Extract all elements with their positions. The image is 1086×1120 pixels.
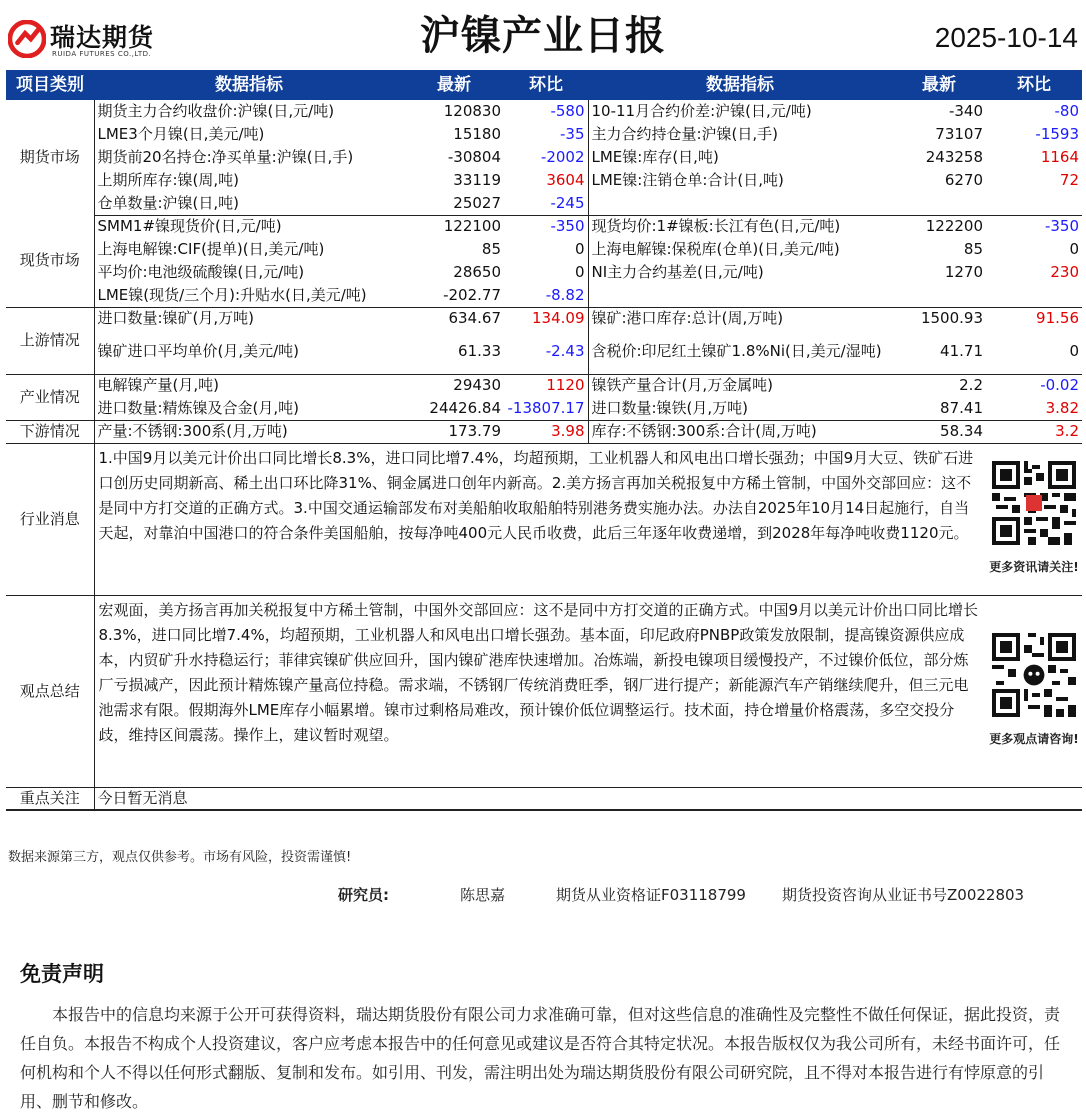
section-downstream: 下游情况 — [6, 420, 94, 443]
indicator-name: 镍铁产量合计(月,万金属吨) — [591, 376, 773, 395]
indicator-name: 镍矿进口平均单价(月,美元/吨) — [94, 330, 404, 374]
table-row — [6, 261, 1082, 284]
indicator-name: 进口数量:精炼镍及合金(月,吨) — [94, 397, 404, 420]
latest-value: 120830 — [443, 102, 501, 120]
indicator-name: 上海电解镍:保税库(仓单)(日,美元/吨) — [591, 240, 840, 258]
indicator-name: 上期所库存:镍(周,吨) — [97, 171, 240, 189]
change-value: -2.43 — [504, 330, 588, 374]
researcher-name: 陈思嘉 — [460, 886, 506, 904]
section-upstream: 上游情况 — [6, 307, 94, 374]
latest-value: 1270 — [944, 263, 983, 281]
indicator-name: 产量:不锈钢:300系(月,万吨) — [94, 420, 404, 443]
table-row — [6, 100, 1082, 123]
latest-value: 122100 — [443, 217, 501, 236]
indicator-name: 期货主力合约收盘价:沪镍(日,元/吨) — [97, 102, 335, 120]
header-change-right: 环比 — [986, 70, 1082, 100]
change-value: -245 — [504, 192, 588, 215]
latest-value: 58.34 — [892, 420, 986, 443]
table-row — [6, 123, 1082, 146]
change-value: 230 — [1050, 263, 1079, 281]
table-row — [6, 215, 1082, 238]
latest-value: 122200 — [925, 217, 983, 236]
latest-value: 6270 — [944, 171, 983, 189]
qr-code-icon — [992, 461, 1076, 545]
focus-text: 今日暂无消息 — [94, 787, 1082, 810]
indicator-name: LME3个月镍(日,美元/吨) — [97, 125, 265, 143]
data-source-note: 数据来源第三方，观点仅供参考。市场有风险，投资需谨慎! — [8, 850, 352, 865]
indicator-name: LME镍(现货/三个月):升贴水(日,美元/吨) — [94, 284, 404, 307]
latest-value: 33119 — [453, 171, 501, 189]
view-qr — [986, 595, 1082, 787]
indicator-name: 镍矿:港口库存:总计(周,万吨) — [591, 309, 784, 328]
latest-value: 24426.84 — [404, 397, 504, 420]
news-row — [6, 443, 1082, 595]
latest-value: -202.77 — [404, 284, 504, 307]
header-indicator-left: 数据指标 — [94, 70, 404, 100]
researcher-license: 期货从业资格证F03118799 — [556, 886, 746, 904]
indicator-name: LME镍:库存(日,吨) — [591, 148, 719, 166]
indicator-name: 期货前20名持仓:净买单量:沪镍(日,手) — [97, 148, 354, 166]
news-qr — [986, 443, 1082, 595]
section-spot: 现货市场 — [6, 215, 94, 307]
news-text: 1.中国9月以美元计价出口同比增长8.3%，进口同比增7.4%，均超预期，工业机器人和风电出口增长强劲；中国9月大豆、铁矿石进口创历史同期新高、稀土出口环比降31%、铜金属进口创年内新高。2.美方扬言再加关税报复中方稀土管制，中国外交部回应：这不是同中方打交道的正确方式。3.中国交通运输部发布对美船舶收取船舶特别港务费实施办法。办法自2025年10月14日起施行，自当天起，对靠泊中国港口的符合条件美国船舶，按每净吨400元人民币收费，此后三年逐年收费递增，到2028年每净吨收费1120元。 — [94, 443, 986, 595]
researcher-consult-license: 期货投资咨询从业证书号Z0022803 — [782, 886, 1025, 904]
table-row — [6, 238, 1082, 261]
table-header-row — [6, 70, 1082, 100]
change-value: 1164 — [1040, 148, 1079, 166]
header-category: 项目类别 — [6, 70, 94, 100]
latest-value: 41.71 — [892, 330, 986, 374]
latest-value: 61.33 — [404, 330, 504, 374]
table-row — [6, 169, 1082, 192]
section-futures: 期货市场 — [6, 100, 94, 215]
qr-code-icon — [992, 633, 1076, 717]
change-value: 3.2 — [986, 420, 1082, 443]
indicator-name: 进口数量:镍矿(月,万吨) — [97, 309, 255, 328]
change-value: -2002 — [504, 146, 588, 169]
section-view: 观点总结 — [6, 595, 94, 787]
view-text: 宏观面，美方扬言再加关税报复中方稀土管制，中国外交部回应：这不是同中方打交道的正确方式。中国9月以美元计价出口同比增长8.3%，进口同比增7.4%，均超预期，工业机器人和风电出口增长强劲。基本面，印尼政府PNBP政策发放限制，提高镍资源供应成本，内贸矿升水持稳运行；菲律宾镍矿供应回升，国内镍矿港库快速增加。冶炼端，新投电镍项目缓慢投产，不过镍价低位，部分炼厂亏损减产，因此预计精炼镍产量高位持稳。需求端，不锈钢厂传统消费旺季，钢厂进行提产；新能源汽车产销继续爬升，但三元电池需求有限。假期海外LME库存小幅累增。镍市过剩格局难改，预计镍价低位调整运行。技术面，持仓增量价格震荡，多空交投分歧，维持区间震荡。操作上，建议暂时观望。 — [94, 595, 986, 787]
latest-value: 29430 — [453, 376, 501, 395]
change-value: 0 — [1069, 240, 1079, 258]
table-row — [6, 330, 1082, 374]
change-value: 134.09 — [504, 307, 588, 330]
header-latest-left: 最新 — [404, 70, 504, 100]
latest-value: 28650 — [453, 263, 501, 281]
change-value: -13807.17 — [504, 397, 588, 420]
logo-text: 瑞达期货 — [50, 23, 155, 52]
change-value: 72 — [1059, 171, 1079, 189]
latest-value: 25027 — [404, 192, 504, 215]
change-value: -1593 — [1035, 125, 1079, 143]
latest-value: 85 — [963, 240, 983, 258]
latest-value: 15180 — [453, 125, 501, 143]
latest-value: 173.79 — [404, 420, 504, 443]
change-value: 1120 — [504, 374, 588, 397]
latest-value: 85 — [481, 240, 501, 258]
indicator-name: 主力合约持仓量:沪镍(日,手) — [591, 125, 779, 143]
change-value: -350 — [1044, 217, 1079, 236]
table-row — [6, 397, 1082, 420]
disclaimer-title: 免责声明 — [20, 962, 104, 986]
change-value: -35 — [504, 123, 588, 146]
report-title: 沪镍产业日报 — [420, 13, 666, 59]
indicator-name: 进口数量:镍铁(月,万吨) — [588, 397, 892, 420]
header-indicator-right: 数据指标 — [588, 70, 892, 100]
indicator-name: 含税价:印尼红土镍矿1.8%Ni(日,美元/湿吨) — [588, 330, 892, 374]
news-qr-caption: 更多资讯请关注! — [989, 559, 1079, 574]
indicator-name: 10-11月合约价差:沪镍(日,元/吨) — [591, 102, 812, 120]
indicator-name: NI主力合约基差(日,元/吨) — [591, 263, 764, 281]
change-value — [986, 192, 1082, 215]
focus-row — [6, 787, 1082, 810]
indicator-name — [588, 284, 892, 307]
latest-value: 87.41 — [892, 397, 986, 420]
indicator-name — [588, 192, 892, 215]
header-latest-right: 最新 — [892, 70, 986, 100]
section-news: 行业消息 — [6, 443, 94, 595]
change-value — [986, 284, 1082, 307]
latest-value — [892, 192, 986, 215]
change-value: 3604 — [504, 169, 588, 192]
latest-value: 634.67 — [448, 309, 501, 328]
researcher-label: 研究员: — [338, 886, 389, 904]
change-value: 3.98 — [504, 420, 588, 443]
change-value: 0 — [504, 261, 588, 284]
indicator-name: 仓单数量:沪镍(日,吨) — [94, 192, 404, 215]
table-row — [6, 284, 1082, 307]
section-industry: 产业情况 — [6, 374, 94, 420]
change-value: 0 — [986, 330, 1082, 374]
table-row — [6, 146, 1082, 169]
report-header — [0, 0, 1086, 68]
indicator-name: LME镍:注销仓单:合计(日,吨) — [591, 171, 784, 189]
latest-value: -340 — [948, 102, 983, 120]
indicator-name: SMM1#镍现货价(日,元/吨) — [97, 217, 282, 236]
change-value: -80 — [1054, 102, 1079, 120]
table-row — [6, 420, 1082, 443]
logo-subtext: RUIDA FUTURES CO.,LTD. — [52, 50, 152, 58]
indicator-name: 上海电解镍:CIF(提单)(日,美元/吨) — [97, 240, 325, 258]
table-row — [6, 374, 1082, 397]
latest-value: 243258 — [925, 148, 983, 166]
change-value: -8.82 — [504, 284, 588, 307]
latest-value — [892, 284, 986, 307]
view-qr-caption: 更多观点请咨询! — [989, 731, 1079, 746]
change-value: 3.82 — [986, 397, 1082, 420]
table-row — [6, 307, 1082, 330]
latest-value: -30804 — [447, 148, 501, 166]
header-change-left: 环比 — [504, 70, 588, 100]
report-date: 2025-10-14 — [934, 22, 1078, 53]
change-value: 91.56 — [1036, 309, 1079, 328]
data-table — [6, 70, 1082, 811]
indicator-name: 电解镍产量(月,吨) — [97, 376, 219, 395]
change-value: 0 — [504, 238, 588, 261]
indicator-name: 平均价:电池级硫酸镍(日,元/吨) — [97, 263, 305, 281]
indicator-name: 库存:不锈钢:300系:合计(周,万吨) — [588, 420, 892, 443]
latest-value: 1500.93 — [920, 309, 983, 328]
view-row — [6, 595, 1082, 787]
section-focus: 重点关注 — [6, 787, 94, 810]
change-value: -0.02 — [1040, 376, 1079, 395]
indicator-name: 现货均价:1#镍板:长江有色(日,元/吨) — [591, 217, 841, 236]
latest-value: 73107 — [935, 125, 983, 143]
table-row — [6, 192, 1082, 215]
change-value: -350 — [504, 215, 588, 238]
latest-value: 2.2 — [959, 376, 983, 395]
change-value: -580 — [504, 100, 588, 123]
disclaimer-body: 本报告中的信息均来源于公开可获得资料，瑞达期货股份有限公司力求准确可靠，但对这些信息的准确性及完整性不做任何保证，据此投资，责任自负。本报告不构成个人投资建议，客户应考虑本报告中的任何意见或建议是否符合其特定状况。本报告版权仅为我公司所有，未经书面许可，任何机构和个人不得以任何形式翻版、复制和发布。如引用、刊发，需注明出处为瑞达期货股份有限公司研究院，且不得对本报告进行有悖原意的引用、删节和修改。 — [20, 1005, 1061, 1111]
